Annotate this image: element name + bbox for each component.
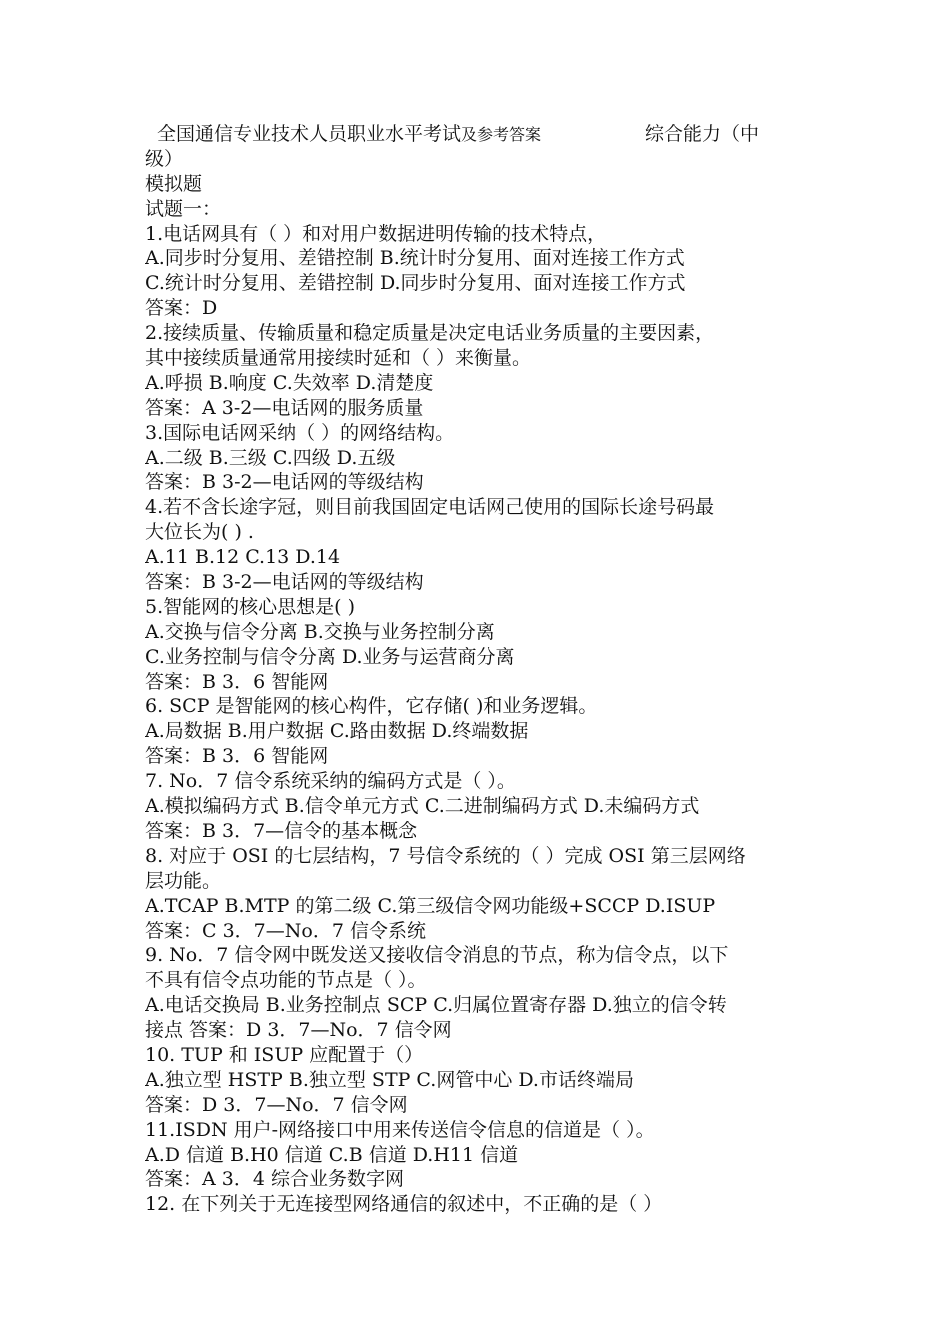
text-line: 答案：B 3．6 智能网 <box>145 670 329 693</box>
text-line: 答案：A 3-2—电话网的服务质量 <box>145 396 424 419</box>
text-line: 4.若不含长途字冠，则目前我国固定电话网己使用的国际长途号码最 <box>145 496 715 519</box>
text-line: 6. SCP 是智能网的核心构件，它存储( )和业务逻辑。 <box>145 695 598 718</box>
text-line: A.11 B.12 C.13 D.14 <box>145 546 341 569</box>
text-line: 1.电话网具有（ ）和对用户数据进明传输的技术特点， <box>145 222 607 245</box>
text-line: A.局数据 B.用户数据 C.路由数据 D.终端数据 <box>145 720 529 743</box>
text-line: A.D 信道 B.H0 信道 C.B 信道 D.H11 信道 <box>145 1143 519 1166</box>
text-line: 5.智能网的核心思想是( ) <box>145 595 355 618</box>
document-body <box>145 122 815 1217</box>
text-line: 答案：B 3．7—信令的基本概念 <box>145 819 418 842</box>
text-line: C.业务控制与信令分离 D.业务与运营商分离 <box>145 645 515 668</box>
text-line: 模拟题 <box>145 172 203 195</box>
document-title <box>145 122 815 147</box>
text-line: 2.接续质量、传输质量和稳定质量是决定电话业务质量的主要因素， <box>145 322 715 345</box>
text-line: 层功能。 <box>145 869 222 892</box>
text-line: 答案：B 3-2—电话网的等级结构 <box>145 571 424 594</box>
text-line: 8. 对应于 OSI 的七层结构，7 号信令系统的（ ）完成 OSI 第三层网络 <box>145 844 746 867</box>
title-main-text: 全国通信专业技术人员职业水平考试 <box>157 123 462 145</box>
text-line: 答案：A 3．4 综合业务数字网 <box>145 1168 404 1191</box>
text-line: 10. TUP 和 ISUP 应配置于（） <box>145 1043 424 1066</box>
text-line: 11.ISDN 用户-网络接口中用来传送信令信息的信道是（ ）。 <box>145 1118 655 1141</box>
text-line: 大位长为( ) . <box>145 521 254 544</box>
text-line: C.统计时分复用、差错控制 D.同步时分复用、面对连接工作方式 <box>145 272 686 295</box>
text-line: 答案：D 3．7—No．7 信令网 <box>145 1093 408 1116</box>
title-suffix-text: 及参考答案 <box>461 125 542 144</box>
title-continuation: 级） <box>145 147 184 170</box>
text-line: 答案：B 3-2—电话网的等级结构 <box>145 471 424 494</box>
text-line: 9. No．7 信令网中既发送又接收信令消息的节点，称为信令点，以下 <box>145 944 729 967</box>
text-line: 不具有信令点功能的节点是（ ）。 <box>145 969 427 992</box>
text-line: A.独立型 HSTP B.独立型 STP C.网管中心 D.市话终端局 <box>145 1068 634 1091</box>
text-line: 答案：B 3．6 智能网 <box>145 745 329 768</box>
text-line: A.模拟编码方式 B.信令单元方式 C.二进制编码方式 D.未编码方式 <box>145 795 700 818</box>
question-lines <box>145 172 815 1217</box>
text-line: A.TCAP B.MTP 的第二级 C.第三级信令网功能级+SCCP D.ISUP <box>145 894 716 917</box>
title-right-text: 综合能力（中 <box>645 123 760 145</box>
text-line: 其中接续质量通常用接续时延和（ ）来衡量。 <box>145 347 532 370</box>
text-line: A.交换与信令分离 B.交换与业务控制分离 <box>145 620 495 643</box>
text-line: 答案：C 3．7—No．7 信令系统 <box>145 919 426 942</box>
text-line: 试题一： <box>145 197 222 220</box>
text-line: A.电话交换局 B.业务控制点 SCP C.归属位置寄存器 D.独立的信令转 <box>145 994 727 1017</box>
text-line: 7. No．7 信令系统采纳的编码方式是（ ）。 <box>145 770 516 793</box>
text-line: 答案：D <box>145 297 218 320</box>
text-line: A.二级 B.三级 C.四级 D.五级 <box>145 446 396 469</box>
text-line: 接点 答案：D 3．7—No．7 信令网 <box>145 1019 452 1042</box>
text-line: 3.国际电话网采纳（ ）的网络结构。 <box>145 421 455 444</box>
text-line: 12. 在下列关于无连接型网络通信的叙述中，不正确的是（ ） <box>145 1193 663 1216</box>
text-line: A.呼损 B.响度 C.失效率 D.清楚度 <box>145 371 434 394</box>
text-line: A.同步时分复用、差错控制 B.统计时分复用、面对连接工作方式 <box>145 247 685 270</box>
